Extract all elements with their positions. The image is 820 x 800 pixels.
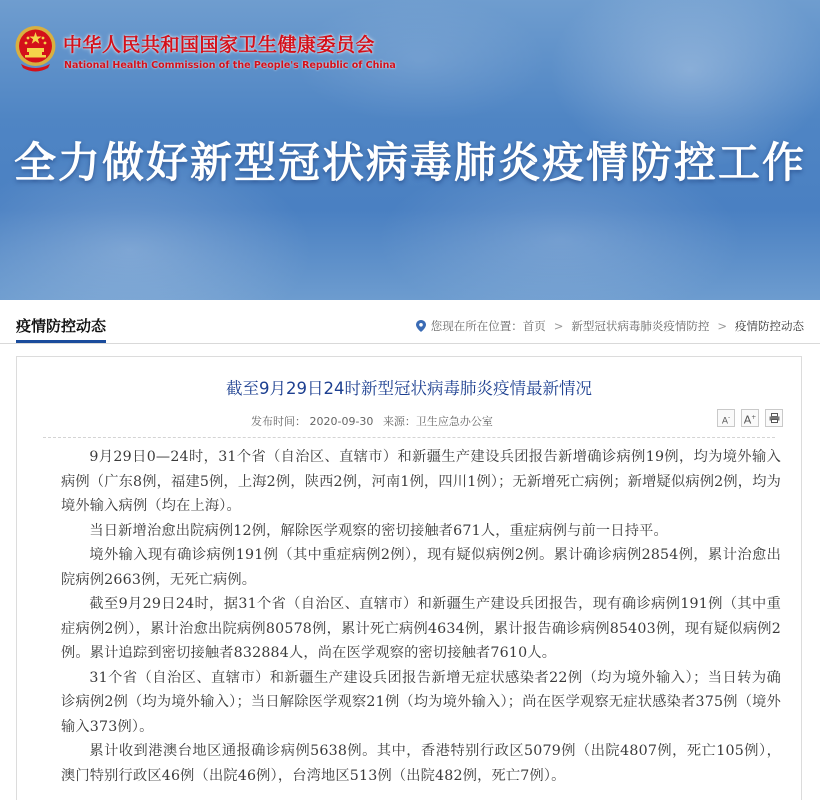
article-body — [61, 445, 781, 788]
article-source: 来源：卫生应急办公室 — [382, 415, 493, 428]
article-paragraph: 截至9月29日24时，据31个省（自治区、直辖市）和新疆生产建设兵团报告，现有确诊病例191例（其中重症病例2例），累计治愈出院病例80578例，累计死亡病例4634例，累计报告确诊病例85403例，现有疑似病例2例。累计追踪到密切接触者832884人，尚在医学观察的密切接触者7610人。 — [61, 596, 781, 661]
org-name-en: National Health Commission of the People's Republic of China — [64, 60, 396, 71]
print-icon — [769, 413, 780, 423]
article-tools — [717, 409, 783, 427]
breadcrumb — [416, 318, 804, 334]
font-smaller-button[interactable]: A- — [717, 409, 735, 427]
article-card — [16, 356, 802, 800]
org-name-cn[interactable]: 中华人民共和国国家卫生健康委员会 — [63, 34, 376, 56]
breadcrumb-home[interactable]: 首页 — [522, 319, 546, 333]
breadcrumb-separator: > — [717, 319, 727, 333]
print-button[interactable] — [765, 409, 783, 427]
location-pin-icon — [416, 320, 426, 332]
article-paragraph: 累计收到港澳台地区通报确诊病例5638例。其中，香港特别行政区5079例（出院4807例，死亡105例），澳门特别行政区46例（出院46例），台湾地区513例（出院482例，死亡7例）。 — [61, 743, 781, 784]
article-meta — [251, 413, 499, 429]
article-paragraph: 当日新增治愈出院病例12例，解除医学观察的密切接触者671人，重症病例与前一日持平。 — [89, 522, 668, 539]
breadcrumb-covid-prevention[interactable]: 新型冠状病毒肺炎疫情防控 — [571, 319, 710, 333]
banner-title: 全力做好新型冠状病毒肺炎疫情防控工作 — [13, 138, 806, 187]
article-divider — [43, 437, 775, 438]
breadcrumb-location-label: 您现在所在位置： — [430, 319, 523, 333]
breadcrumb-current[interactable]: 疫情防控动态 — [735, 319, 804, 333]
national-emblem-icon[interactable] — [13, 24, 58, 74]
article-title: 截至9月29日24时新型冠状病毒肺炎疫情最新情况 — [226, 379, 592, 398]
section-title: 疫情防控动态 — [16, 315, 106, 343]
header-banner — [0, 0, 820, 300]
article-paragraph: 9月29日0—24时，31个省（自治区、直辖市）和新疆生产建设兵团报告新增确诊病例19例，均为境外输入病例（广东8例，福建5例，上海2例，陕西2例，河南1例，四川1例）；无新增死亡病例；新增疑似病例2例，均为境外输入病例（均在上海）。 — [61, 449, 781, 514]
publish-time: 发布时间： 2020-09-30 — [251, 415, 374, 428]
font-larger-button[interactable]: A+ — [741, 409, 759, 427]
section-header — [0, 300, 820, 344]
article-paragraph: 境外输入现有确诊病例191例（其中重症病例2例），现有疑似病例2例。累计确诊病例2854例，累计治愈出院病例2663例，无死亡病例。 — [61, 547, 781, 588]
article-paragraph: 31个省（自治区、直辖市）和新疆生产建设兵团报告新增无症状感染者22例（均为境外输入）；当日转为确诊病例2例（均为境外输入）；当日解除医学观察21例（均为境外输入）；尚在医学观察无症状感染者375例（境外输入373例）。 — [61, 669, 781, 735]
breadcrumb-separator: > — [553, 319, 564, 333]
